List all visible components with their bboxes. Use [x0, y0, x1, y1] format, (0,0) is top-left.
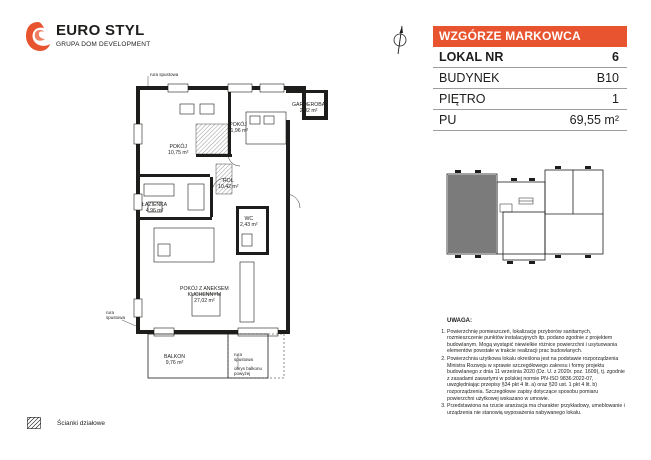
annotation-rura-bottom: [234, 352, 253, 362]
room-label-hol: [218, 178, 238, 190]
floor-plan: [88, 64, 338, 394]
room-area: 10,75 m²: [168, 150, 189, 156]
room-label-pokoj-a: [228, 122, 248, 134]
room-area: 2,02 m²: [299, 108, 318, 114]
annotation-line: rura: [106, 310, 115, 315]
room-label-balkon: [164, 354, 185, 366]
room-area: 2,43 m²: [240, 222, 258, 228]
annotation-line: spustowa: [234, 357, 254, 362]
building-key-plan: [445, 164, 615, 269]
annotation-line: obrys balkonu: [234, 366, 263, 371]
annotation-rura-top: rura spustowa: [150, 72, 179, 77]
room-name: KUCHENNYM: [187, 292, 222, 298]
room-area: 9,76 m²: [165, 360, 184, 366]
info-value: B10: [596, 71, 619, 85]
room-label-pokoj-b: [168, 144, 188, 156]
info-row-budynek: [433, 68, 627, 89]
investment-title: WZGÓRZE MARKOWCA: [433, 26, 627, 47]
room-area: 11,96 m²: [228, 128, 249, 134]
info-value: 69,55 m²: [569, 113, 619, 127]
room-label-garderoba: [292, 102, 325, 114]
legend-label: Ścianki działowe: [57, 420, 106, 427]
info-label: BUDYNEK: [439, 71, 500, 85]
room-name: HOL: [222, 178, 234, 184]
apartment-info-panel: [433, 26, 627, 131]
info-label: PU: [439, 113, 457, 127]
room-name: POKÓJ: [229, 122, 247, 128]
info-value: 6: [612, 50, 619, 64]
room-name: POKÓJ: [169, 144, 188, 150]
info-row-lokal: [433, 47, 627, 68]
brand-logo: [24, 20, 174, 54]
room-name: GARDEROBA: [292, 102, 326, 108]
room-name: POKÓJ Z ANEKSEM: [180, 286, 229, 292]
notes-title: UWAGA:: [447, 318, 472, 324]
room-area: 10,42 m²: [218, 184, 239, 190]
info-row-pietro: [433, 89, 627, 110]
north-arrow-icon: [392, 24, 408, 56]
brand-name: EURO STYL: [56, 22, 145, 39]
annotation-line: powyżej: [234, 371, 251, 376]
room-area: 27,02 m²: [194, 298, 215, 304]
room-name: WC: [244, 216, 254, 222]
annotation-line: rura: [234, 352, 243, 357]
hatch-swatch-icon: [27, 417, 41, 429]
annotation-rura-left: [106, 310, 125, 320]
eurostyl-logo-mark: [24, 20, 52, 54]
note-item: 3. Przedstawiona na rzucie aranżacja ma charakter przykładowy, umeblowanie i urządzenia nie stanowią wyposażenia nabywanego lokalu.: [447, 403, 625, 416]
room-name: ŁAZIENKA: [142, 202, 168, 208]
info-label: LOKAL NR: [439, 50, 504, 64]
room-area: 4,96 m²: [145, 208, 164, 214]
note-item: 2. Powierzchnia użytkowa lokalu określona jest na podstawie rozporządzenia Ministra Rozwoju w sprawie szczegółowego zakresu i formy projektu budowlanego z dnia 11 września 2020 (Dz. U. z 2020r. poz. 1609), tj. zgodnie z zasadami zawartymi w polskiej normie PN-ISO 9836:2022-07, uwzględniając przepisy §34 pkt 4 lit. a) oraz §20 ust. 1 pkt 4 lit. b) rozporządzenia. Szczegółowe zapisy dotyczące sposobu pomiaru powierzchni użytkowej wskazano w umowie.: [447, 356, 625, 402]
room-name: BALKON: [164, 354, 186, 360]
annotation-obrys: [234, 366, 262, 376]
note-item: 1. Powierzchnię pomieszczeń, lokalizację przyborów sanitarnych, rozmieszczenie punktów instalacyjnych itp. podano zgodnie z projektem budowlanym. Mogą wystąpić niewielkie różnice powierzchni i usytuowania elementów powstałe w trakcie realizacji prac budowlanych.: [447, 329, 625, 355]
annotation-line: spustowa: [106, 315, 126, 320]
room-label-lazienka: [142, 202, 167, 214]
room-label-salon: [180, 286, 229, 304]
brand-tagline: GRUPA DOM DEVELOPMENT: [56, 41, 151, 48]
info-value: 1: [612, 92, 619, 106]
room-label-wc: [240, 216, 258, 228]
info-row-pu: [433, 110, 627, 131]
notes-section: [437, 318, 625, 417]
info-label: PIĘTRO: [439, 92, 486, 106]
